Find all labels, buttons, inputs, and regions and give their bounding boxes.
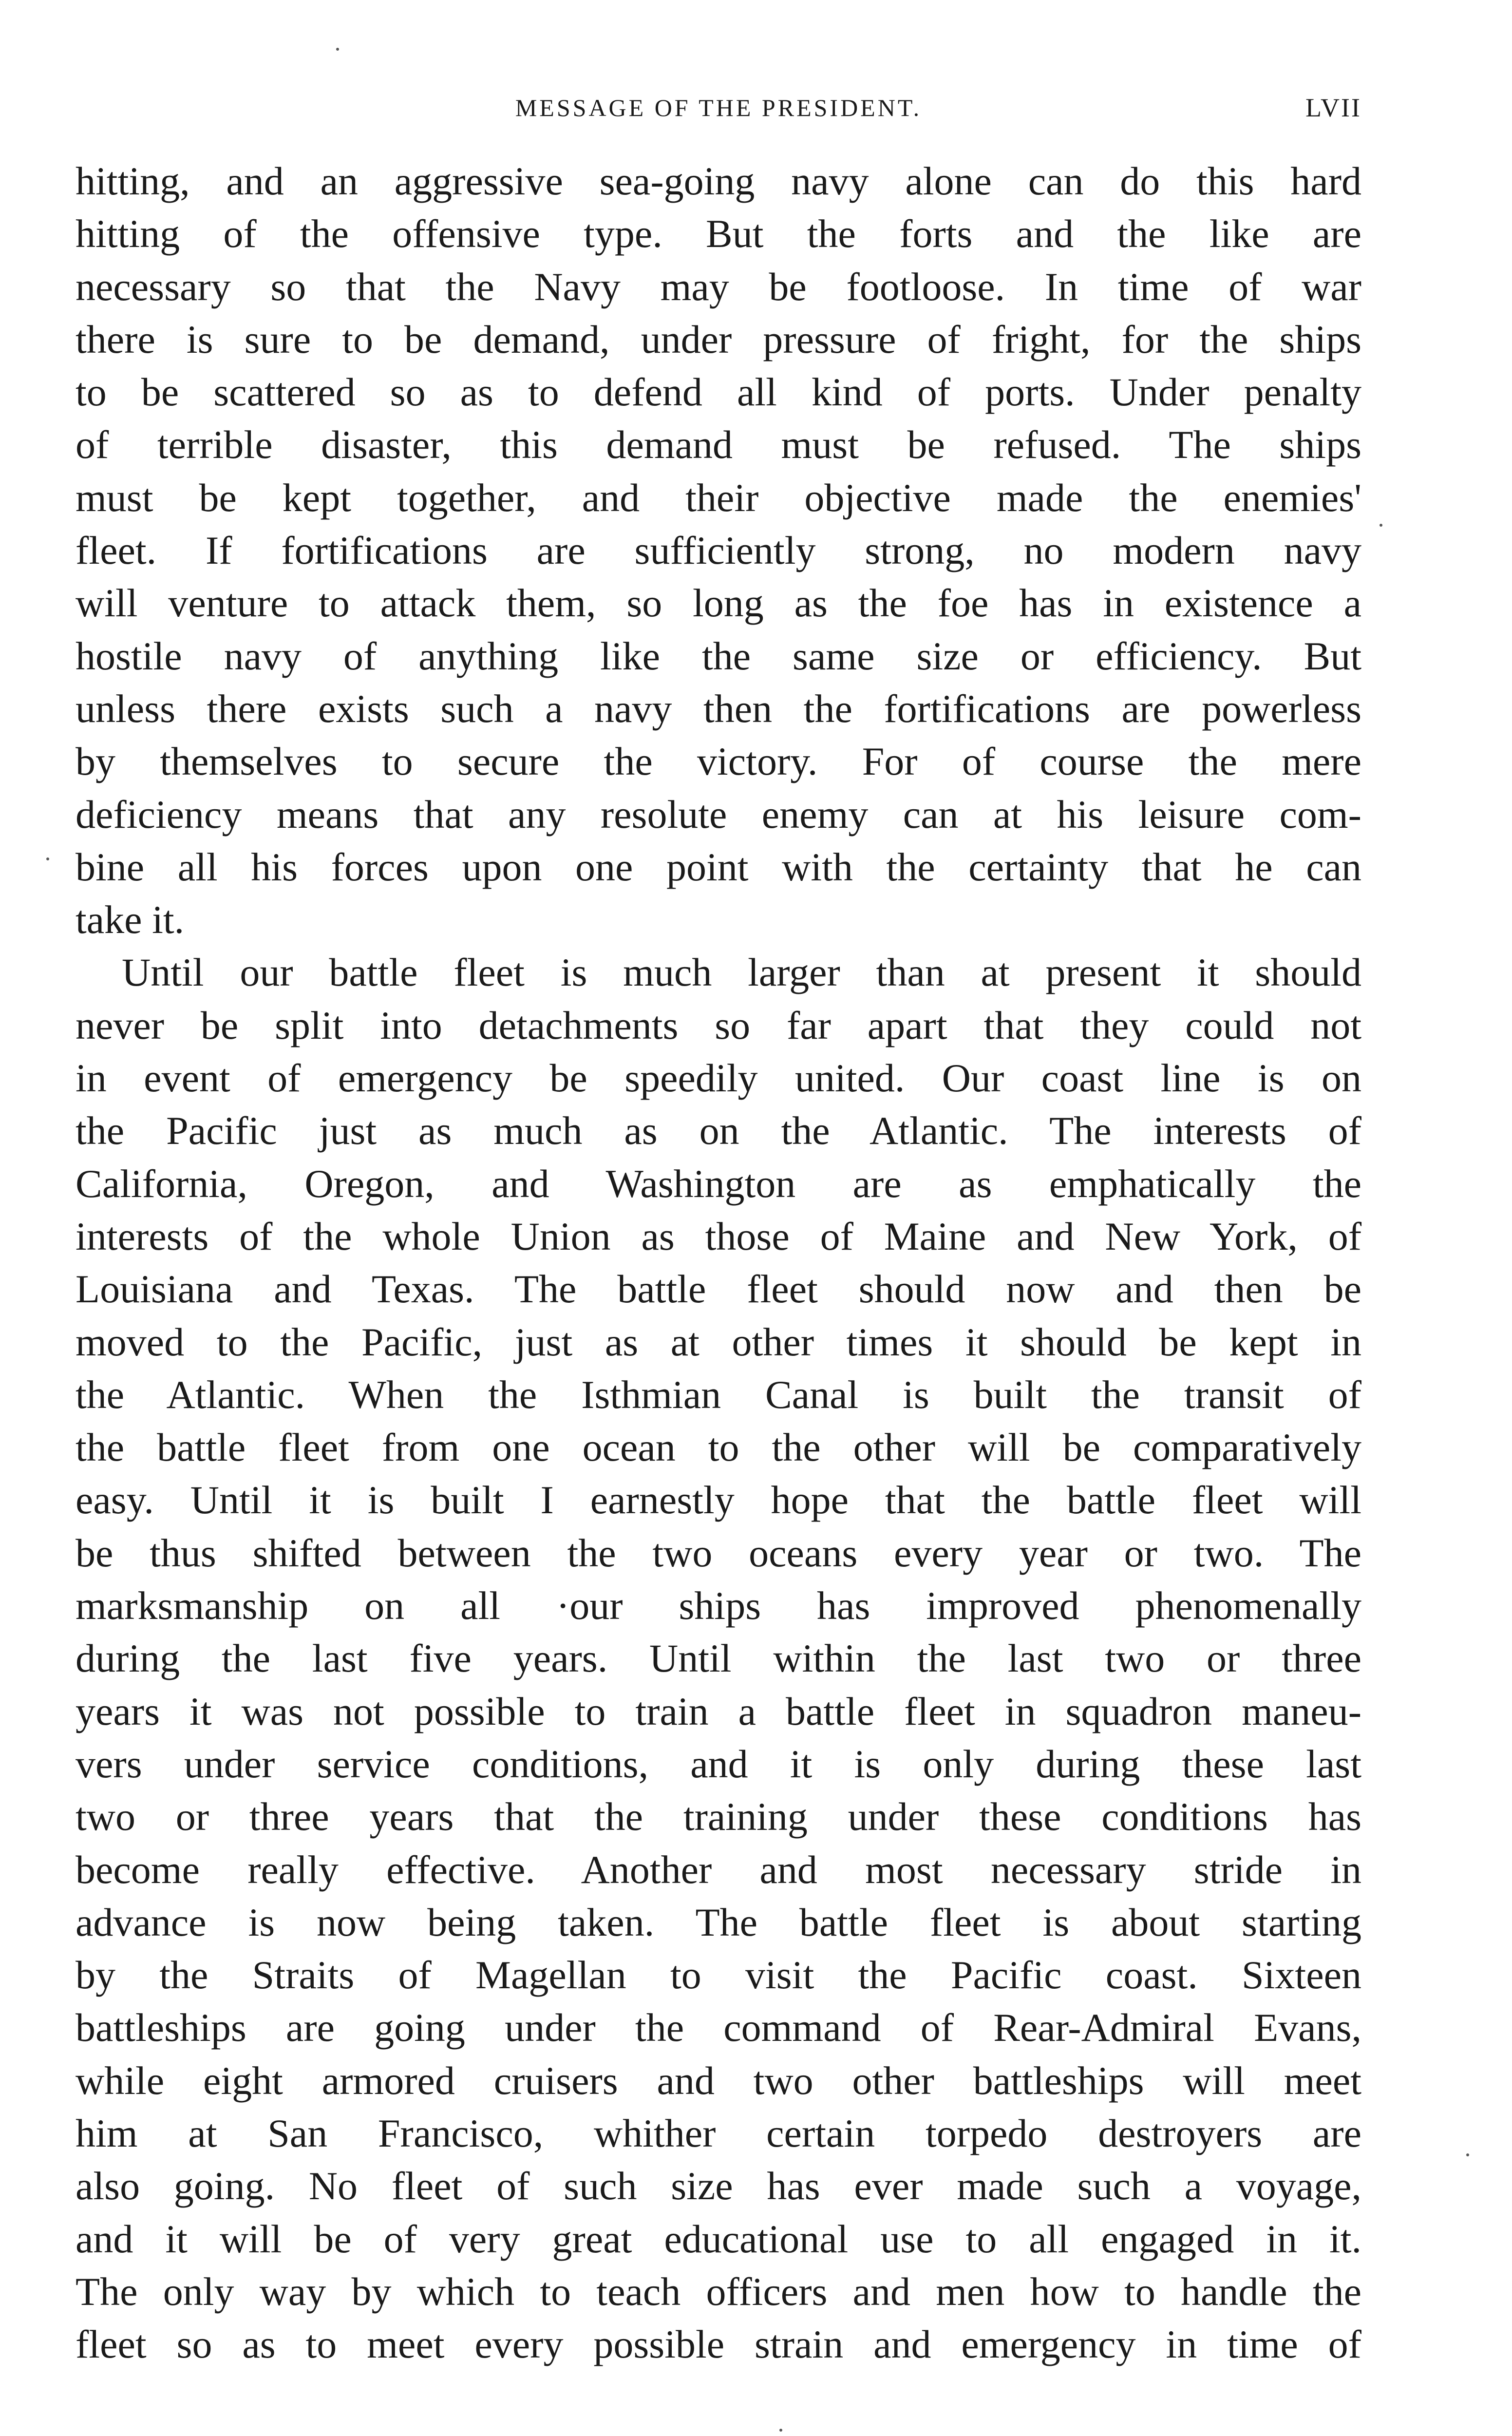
text-line: take it. [76, 897, 185, 942]
text-line: Louisiana and Texas. The battle fleet should now and then be [76, 1267, 1361, 1312]
text-line: the battle fleet from one ocean to the other will be comparatively [76, 1425, 1361, 1470]
text-line: deficiency means that any resolute enemy can at his leisure com- [76, 792, 1361, 837]
body-text [76, 155, 1361, 2371]
print-speck [1466, 2153, 1469, 2156]
page-header [76, 83, 1361, 141]
print-speck [779, 2429, 782, 2432]
text-line: and it will be of very great educational use to all engaged in it. [76, 2216, 1361, 2261]
text-line: the Atlantic. When the Isthmian Canal is built the transit of [76, 1372, 1361, 1417]
text-line: never be split into detachments so far apart that they could not [76, 1003, 1361, 1047]
text-line: marksmanship on all ·our ships has improved phenomenally [76, 1583, 1361, 1628]
print-speck [336, 48, 339, 51]
text-line: battleships are going under the command of Rear-Admiral Evans, [76, 2005, 1361, 2050]
text-line: hitting, and an aggressive sea-going navy alone can do this hard [76, 159, 1361, 203]
text-line: fleet so as to meet every possible strain and emergency in time of [76, 2322, 1361, 2367]
text-line: interests of the whole Union as those of Maine and New York, of [76, 1214, 1361, 1258]
paragraph-2 [76, 946, 1361, 2371]
text-line: fleet. If fortifications are sufficiently strong, no modern navy [76, 528, 1361, 573]
text-line: in event of emergency be speedily united. Our coast line is on [76, 1056, 1361, 1101]
text-line: Until our battle fleet is much larger than at present it should [122, 950, 1361, 995]
text-line: hostile navy of anything like the same size or efficiency. But [76, 633, 1361, 678]
text-line: must be kept together, and their objective made the enemies' [76, 475, 1361, 520]
paragraph-1 [76, 155, 1361, 946]
text-line: to be scattered so as to defend all kind of ports. Under penalty [76, 370, 1361, 415]
text-line: California, Oregon, and Washington are as emphatically the [76, 1161, 1361, 1206]
page-number: LVII [1305, 93, 1361, 122]
text-line: years it was not possible to train a battle fleet in squadron maneu- [76, 1689, 1361, 1733]
text-line: necessary so that the Navy may be footloose. In time of war [76, 264, 1361, 309]
text-line: be thus shifted between the two oceans every year or two. The [76, 1530, 1361, 1575]
text-line: bine all his forces upon one point with the certainty that he can [76, 844, 1361, 889]
text-line: unless there exists such a navy then the fortifications are powerless [76, 686, 1361, 731]
text-line: easy. Until it is built I earnestly hope that the battle fleet will [76, 1478, 1361, 1522]
text-line: become really effective. Another and most necessary stride in [76, 1847, 1361, 1892]
text-line: of terrible disaster, this demand must be refused. The ships [76, 422, 1361, 467]
text-line: during the last five years. Until within the last two or three [76, 1636, 1361, 1681]
text-line: two or three years that the training under these conditions has [76, 1794, 1361, 1839]
text-line: him at San Francisco, whither certain torpedo destroyers are [76, 2111, 1361, 2155]
text-line: there is sure to be demand, under pressure of fright, for the ships [76, 317, 1361, 362]
text-line: while eight armored cruisers and two other battleships will meet [76, 2058, 1361, 2103]
text-line: will venture to attack them, so long as the foe has in existence a [76, 581, 1361, 626]
text-line: The only way by which to teach officers and men how to handle the [76, 2269, 1361, 2314]
print-speck [1380, 524, 1382, 527]
text-line: by themselves to secure the victory. For of course the mere [76, 739, 1361, 784]
text-line: also going. No fleet of such size has ever made such a voyage, [76, 2164, 1361, 2208]
text-line: vers under service conditions, and it is only during these last [76, 1741, 1361, 1786]
text-line: by the Straits of Magellan to visit the Pacific coast. Sixteen [76, 1953, 1361, 1998]
text-line: hitting of the offensive type. But the forts and the like are [76, 211, 1361, 256]
running-head: MESSAGE OF THE PRESIDENT. [515, 94, 922, 121]
print-speck [46, 857, 49, 860]
text-line: moved to the Pacific, just as at other times it should be kept in [76, 1319, 1361, 1364]
text-line: advance is now being taken. The battle fleet is about starting [76, 1900, 1361, 1944]
text-line: the Pacific just as much as on the Atlantic. The interests of [76, 1108, 1361, 1153]
